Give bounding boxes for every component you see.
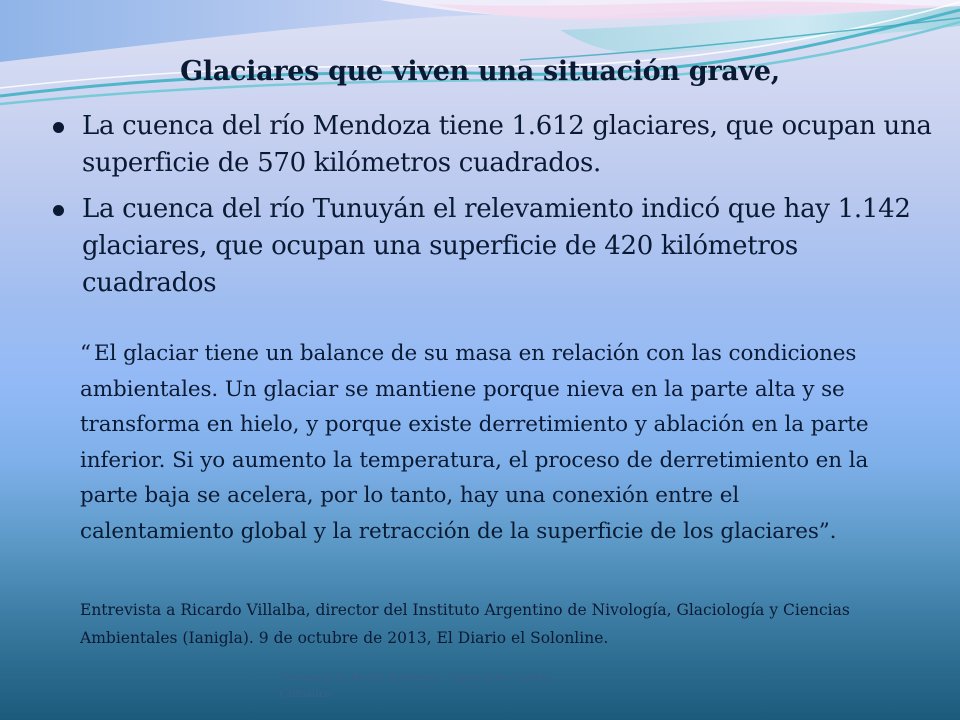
bullet-dot-icon: [53, 205, 64, 216]
citation: Entrevista a Ricardo Villalba, director del Instituto Argentino de Nivología, Glaciología y Ciencias Ambientales (Ianigla). 9 de octubre de 2013, El Diario el Solonline.: [80, 601, 850, 647]
bullet-list: [52, 108, 932, 311]
quote-block: [80, 336, 870, 550]
quote-open-mark: “: [80, 341, 91, 366]
bullet-text: La cuenca del río Mendoza tiene 1.612 glaciares, que ocupan una superficie de 570 kilómetros cuadrados.: [82, 111, 932, 178]
bullet-item-tunuyan: [52, 191, 932, 302]
footer-text: Secretaría de Medio Ambiente - Agencia de Cambio Climático: [280, 669, 552, 700]
bullet-item-mendoza: [52, 108, 932, 182]
slide-title: Glaciares que viven una situación grave,: [180, 56, 780, 87]
bullet-dot-icon: [53, 122, 64, 133]
bullet-text: La cuenca del río Tunuyán el relevamiento indicó que hay 1.142 glaciares, que ocupan una superficie de 420 kilómetros cuadrados: [82, 194, 911, 298]
quote-text: El glaciar tiene un balance de su masa en relación con las condiciones ambientales. Un glaciar se mantiene porque nieva en la parte alta y se transforma en hielo, y porque existe derretimiento y ablación en la parte inferior. Si yo aumento la temperatura, el proceso de derretimiento en la parte baja se acelera, por lo tanto, hay una conexión entre el calentamiento global y la retracción de la superficie de los glaciares”.: [80, 341, 869, 544]
